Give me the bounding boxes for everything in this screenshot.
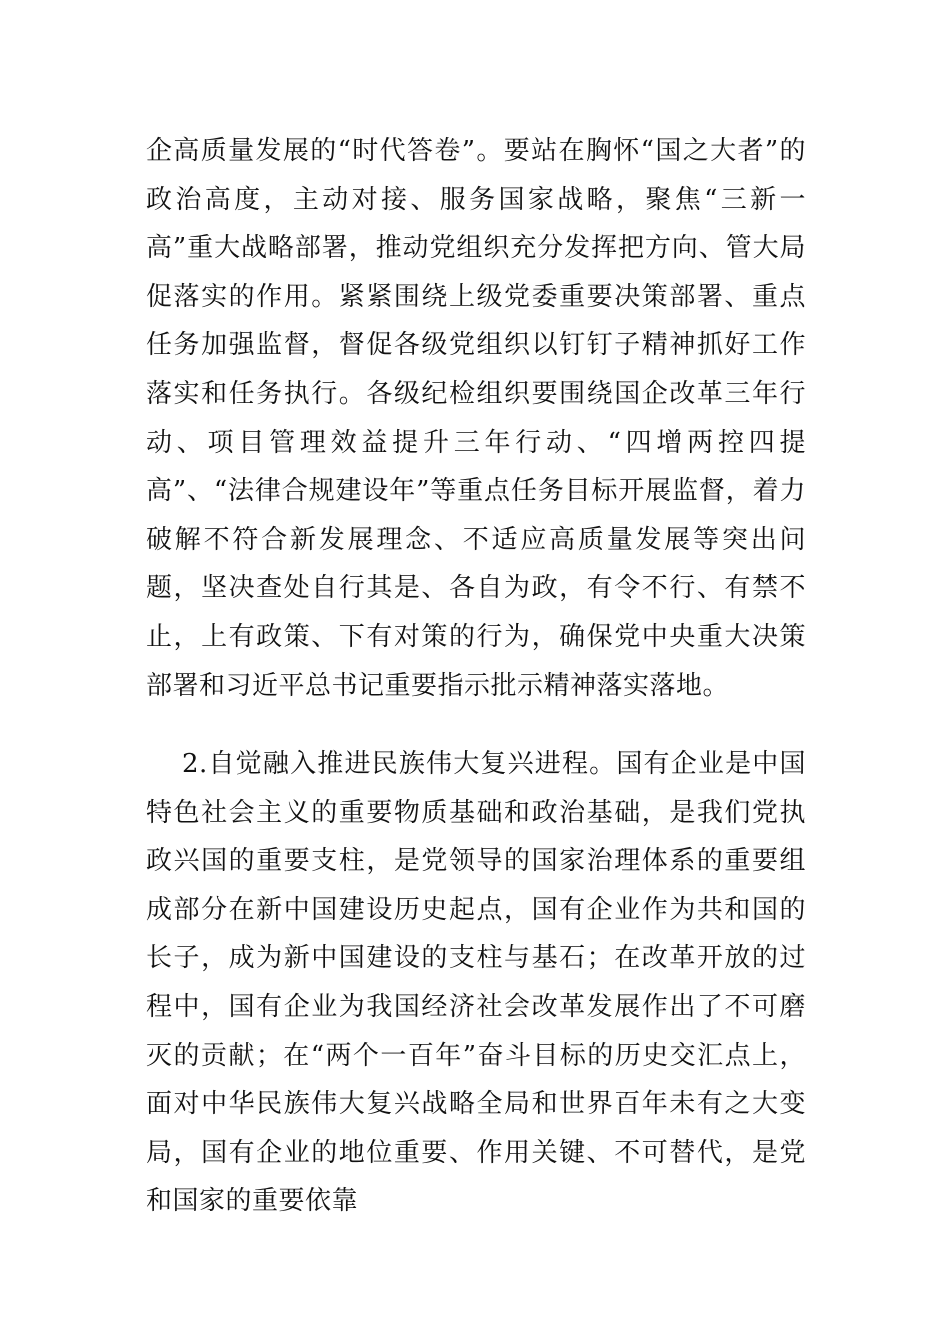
body-paragraph-2: 2.自觉融入推进民族伟大复兴进程。国有企业是中国特色社会主义的重要物质基础和政治基础，是我们党执政兴国的重要支柱，是党领导的国家治理体系的重要组成部分在新中国建设历史起点，国有企业作为共和国的长子，成为新中国建设的支柱与基石；在改革开放的过程中，国有企业为我国经济社会改革发展作出了不可磨灭的贡献；在“两个一百年”奋斗目标的历史交汇点上，面对中华民族伟大复兴战略全局和世界百年未有之大变局，国有企业的地位重要、作用关键、不可替代，是党和国家的重要依靠: [146, 749, 806, 1217]
body-paragraph-1: 企高质量发展的“时代答卷”。要站在胸怀“国之大者”的政治高度，主动对接、服务国家战略，聚焦“三新一高”重大战略部署，推动党组织充分发挥把方向、管大局促落实的作用。紧紧围绕上级党委重要决策部署、重点任务加强监督，督促各级党组织以钉钉子精神抓好工作落实和任务执行。各级纪检组织要围绕国企改革三年行动、项目管理效益提升三年行动、“四增两控四提高”、“法律合规建设年”等重点任务目标开展监督，着力破解不符合新发展理念、不适应高质量发展等突出问题，坚决查处自行其是、各自为政，有令不行、有禁不止，上有政策、下有对策的行为，确保党中央重大决策部署和习近平总书记重要指示批示精神落实落地。: [146, 136, 806, 701]
